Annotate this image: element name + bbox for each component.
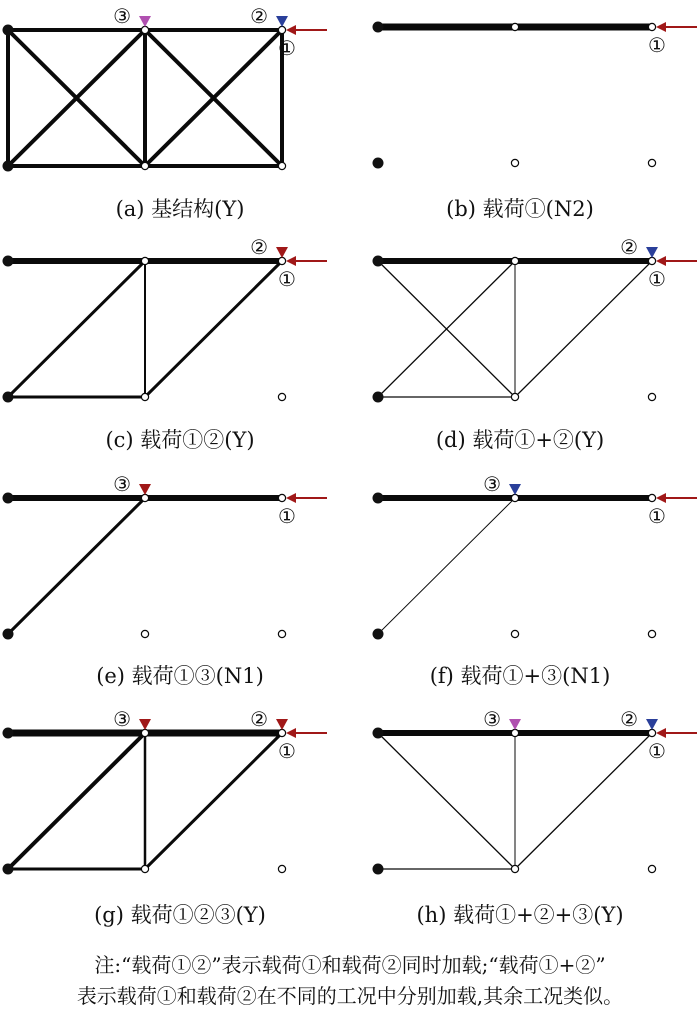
load-label: ② [620,707,638,731]
truss-node [511,729,518,736]
caption-b: (b) 载荷①(N2) [446,197,594,221]
load-marker-icon [646,719,658,730]
caption-f: (f) 载荷①+③(N1) [429,664,611,688]
truss-node [278,865,285,872]
support-node [3,493,14,504]
truss-node [648,630,655,637]
load-label: ② [620,235,638,259]
truss-panel-h [373,707,698,875]
load-label: ① [648,267,666,291]
truss-node [648,257,655,264]
load-label: ① [648,33,666,57]
caption-d: (d) 载荷①+②(Y) [435,428,605,452]
load-label: ③ [483,707,501,731]
truss-node [648,393,655,400]
load-label: ③ [113,4,131,28]
support-node [373,629,384,640]
load-label: ③ [113,707,131,731]
load-label: ① [648,504,666,528]
truss-node [511,159,518,166]
truss-member [515,733,652,869]
support-node [373,728,384,739]
truss-node [511,23,518,30]
load-marker-icon [139,719,151,730]
note-line-2: 表示载荷①和载荷②在不同的工况中分别加载,其余工况类似。 [76,984,624,1008]
note-line-1: 注:“载荷①②”表示载荷①和载荷②同时加载;“载荷①+②” [94,953,606,977]
load-arrow-icon [656,728,666,738]
truss-member [145,733,282,869]
load-arrow-icon [286,493,296,503]
truss-node [278,494,285,501]
load-marker-icon [509,484,521,495]
truss-member [515,261,652,397]
truss-node [141,630,148,637]
truss-node [278,26,285,33]
truss-panel-f [373,472,698,640]
load-marker-icon [139,484,151,495]
support-node [373,256,384,267]
truss-member [145,261,282,397]
truss-node [141,257,148,264]
support-node [373,493,384,504]
truss-node [278,729,285,736]
truss-member [8,498,145,634]
support-node [3,629,14,640]
support-node [3,392,14,403]
truss-member [378,498,515,634]
load-marker-icon [276,247,288,258]
load-label: ② [250,235,268,259]
truss-node [511,393,518,400]
support-node [3,25,14,36]
truss-node [278,393,285,400]
truss-node [278,257,285,264]
load-label: ② [250,707,268,731]
truss-node [648,23,655,30]
caption-h: (h) 载荷①+②+③(Y) [416,903,624,927]
load-label: ① [278,739,296,763]
truss-panel-a [3,4,328,172]
truss-node [511,494,518,501]
truss-node [648,494,655,501]
load-marker-icon [276,16,288,27]
load-label: ① [278,504,296,528]
support-node [3,256,14,267]
caption-a: (a) 基结构(Y) [115,197,245,221]
load-marker-icon [276,719,288,730]
support-node [373,158,384,169]
load-label: ③ [113,472,131,496]
load-arrow-icon [286,728,296,738]
truss-panel-b [373,22,698,169]
support-node [3,864,14,875]
truss-member [8,733,145,869]
truss-panel-e [3,472,328,640]
load-arrow-icon [656,493,666,503]
truss-node [141,393,148,400]
truss-node [648,159,655,166]
truss-node [648,729,655,736]
support-node [373,864,384,875]
truss-node [511,865,518,872]
load-label: ① [648,739,666,763]
truss-node [278,630,285,637]
load-arrow-icon [656,256,666,266]
truss-node [648,865,655,872]
support-node [373,392,384,403]
truss-member [8,261,145,397]
load-arrow-icon [286,256,296,266]
caption-e: (e) 载荷①③(N1) [96,664,264,688]
load-label: ② [250,4,268,28]
truss-node [141,26,148,33]
truss-node [141,729,148,736]
load-marker-icon [139,16,151,27]
caption-c: (c) 载荷①②(Y) [105,428,255,452]
load-label: ① [278,267,296,291]
support-node [373,22,384,33]
support-node [3,161,14,172]
load-arrow-icon [286,25,296,35]
load-marker-icon [509,719,521,730]
truss-node [511,257,518,264]
truss-node [141,494,148,501]
load-label: ③ [483,472,501,496]
truss-node [141,162,148,169]
caption-g: (g) 载荷①②③(Y) [94,903,266,927]
truss-node [511,630,518,637]
truss-member [378,733,515,869]
truss-node [278,162,285,169]
load-label: ① [278,36,296,60]
truss-panel-d [373,235,698,403]
support-node [3,728,14,739]
truss-panel-c [3,235,328,403]
load-arrow-icon [656,22,666,32]
load-marker-icon [646,247,658,258]
truss-node [141,865,148,872]
truss-panel-g [3,707,328,875]
